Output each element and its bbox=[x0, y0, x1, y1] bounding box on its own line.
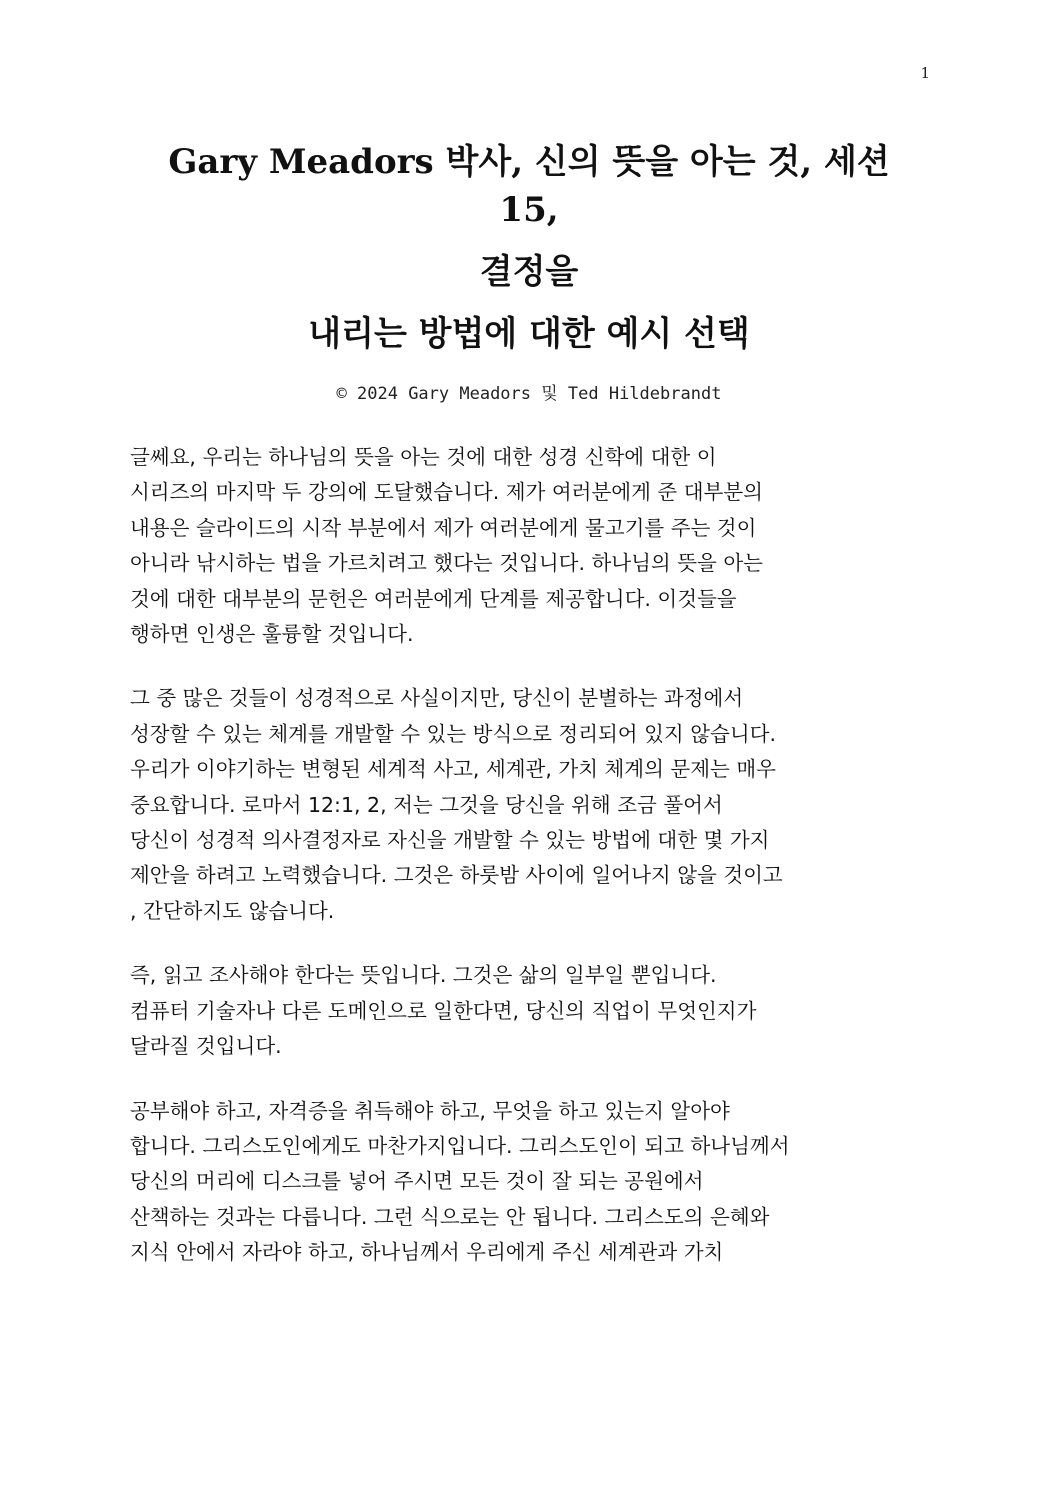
paragraph-line: 즉, 읽고 조사해야 한다는 뜻입니다. 그것은 삶의 일부일 뿐입니다. bbox=[130, 963, 717, 988]
paragraph-line: 당신이 성경적 의사결정자로 자신을 개발할 수 있는 방법에 대한 몇 가지 bbox=[130, 828, 770, 853]
paragraph-line: 공부해야 하고, 자격증을 취득해야 하고, 무엇을 하고 있는지 알아야 bbox=[130, 1098, 730, 1123]
paragraph-line: 시리즈의 마지막 두 강의에 도달했습니다. 제가 여러분에게 준 대부분의 bbox=[130, 480, 763, 505]
title-line-3: 결정을 bbox=[479, 252, 579, 292]
title-line-1: Gary Meadors 박사, 신의 뜻을 아는 것, 세션 bbox=[168, 142, 890, 182]
paragraph-line: 지식 안에서 자라야 하고, 하나님께서 우리에게 주신 세계관과 가치 bbox=[130, 1240, 724, 1265]
paragraph-line: 중요합니다. 로마서 12:1, 2, 저는 그것을 당신을 위해 조금 풀어서 bbox=[130, 792, 723, 817]
paragraph-line: , 간단하지도 않습니다. bbox=[130, 898, 335, 923]
paragraph-line: 우리가 이야기하는 변형된 세계적 사고, 세계관, 가치 체계의 문제는 매우 bbox=[130, 757, 776, 782]
paragraph-line: 합니다. 그리스도인에게도 마찬가지입니다. 그리스도인이 되고 하나님께서 bbox=[130, 1133, 790, 1158]
paragraph-line: 산책하는 것과는 다릅니다. 그런 식으로는 안 됩니다. 그리스도의 은혜와 bbox=[130, 1204, 770, 1229]
paragraph-line: 아니라 낚시하는 법을 가르치려고 했다는 것입니다. 하나님의 뜻을 아는 bbox=[130, 551, 763, 576]
copyright-notice: © 2024 Gary Meadors 및 Ted Hildebrandt bbox=[336, 384, 722, 404]
paragraph-line: 내용은 슬라이드의 시작 부분에서 제가 여러분에게 물고기를 주는 것이 bbox=[130, 515, 757, 540]
paragraph-4 bbox=[130, 1094, 930, 1271]
paragraph-line: 당신의 머리에 디스크를 넣어 주시면 모든 것이 잘 되는 공원에서 bbox=[130, 1169, 704, 1194]
paragraph-line: 컴퓨터 기술자나 다른 도메인으로 일한다면, 당신의 직업이 무엇인지가 bbox=[130, 998, 757, 1023]
paragraph-line: 글쎄요, 우리는 하나님의 뜻을 아는 것에 대한 성경 신학에 대한 이 bbox=[130, 445, 717, 469]
paragraph-1 bbox=[130, 440, 930, 652]
paragraph-2 bbox=[130, 681, 930, 929]
body-text bbox=[130, 440, 930, 1300]
paragraph-line: 성장할 수 있는 체계를 개발할 수 있는 방식으로 정리되어 있지 않습니다. bbox=[130, 721, 776, 746]
title-line-2: 15, bbox=[499, 190, 559, 230]
page-number: 1 bbox=[920, 64, 930, 82]
paragraph-line: 제안을 하려고 노력했습니다. 그것은 하룻밤 사이에 일어나지 않을 것이고 bbox=[130, 863, 783, 888]
paragraph-line: 행하면 인생은 훌륭할 것입니다. bbox=[130, 622, 414, 647]
paragraph-3 bbox=[130, 958, 930, 1064]
document-title bbox=[100, 138, 958, 358]
title-line-4: 내리는 방법에 대한 예시 선택 bbox=[308, 314, 750, 354]
paragraph-line: 달라질 것입니다. bbox=[130, 1034, 282, 1059]
paragraph-line: 그 중 많은 것들이 성경적으로 사실이지만, 당신이 분별하는 과정에서 bbox=[130, 686, 744, 711]
paragraph-line: 것에 대한 대부분의 문헌은 여러분에게 단계를 제공합니다. 이것들을 bbox=[130, 586, 737, 611]
